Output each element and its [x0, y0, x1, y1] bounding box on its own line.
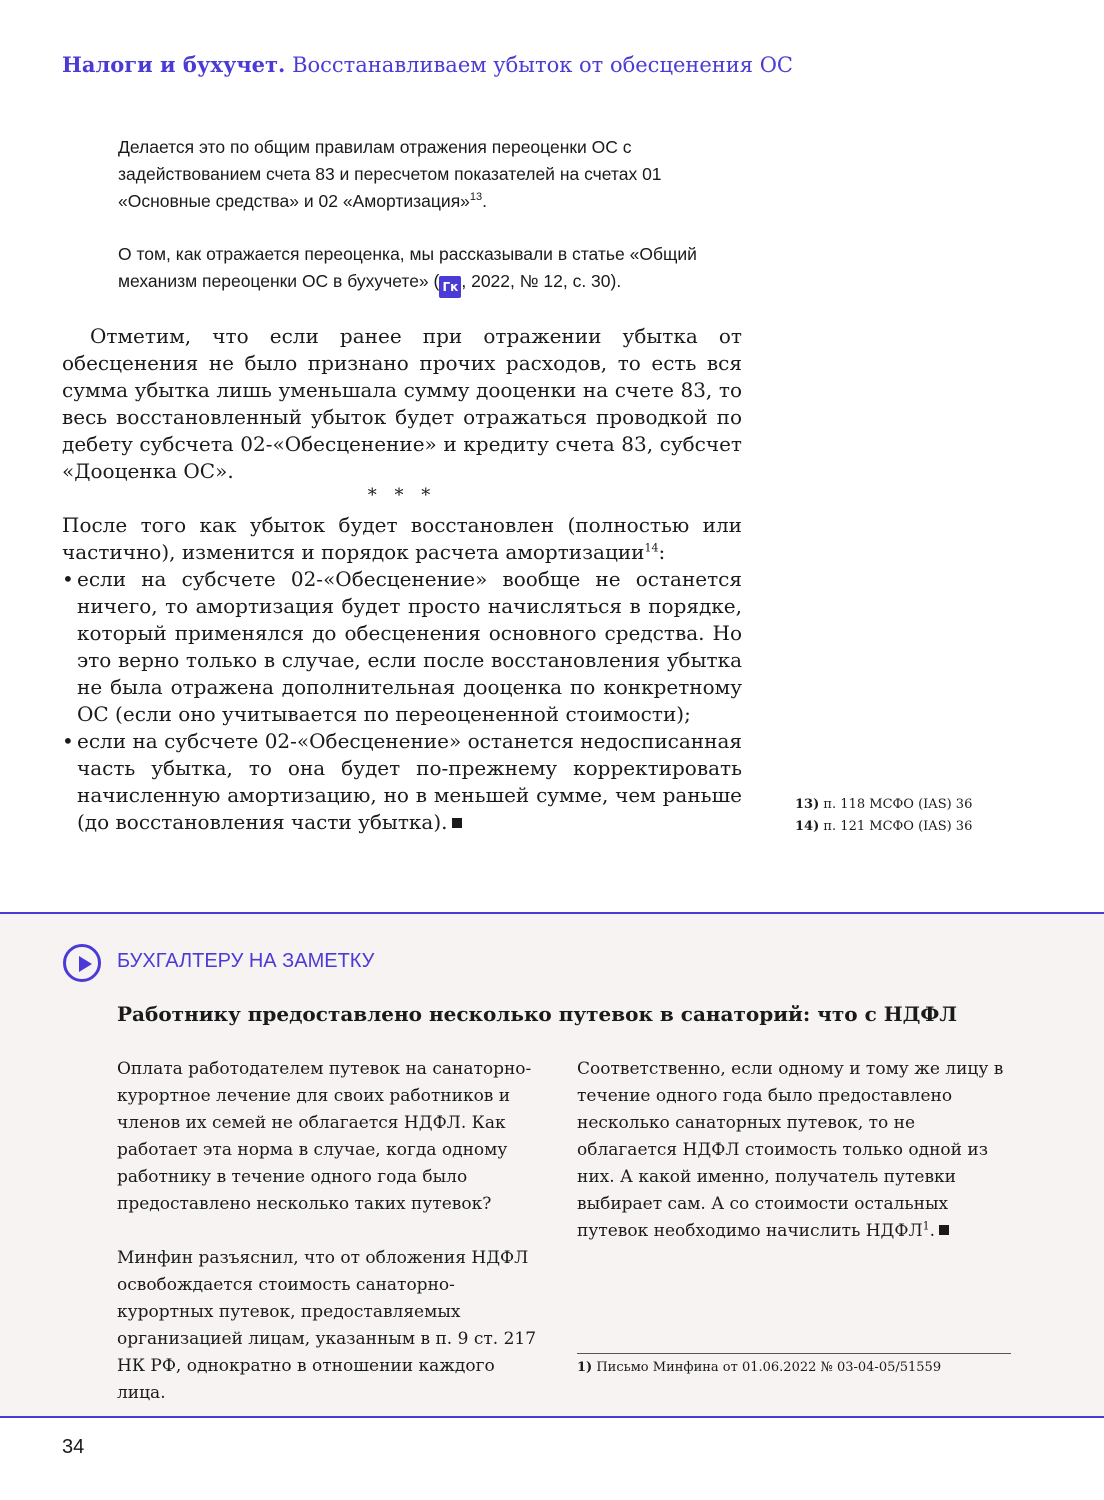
- sidebar-footnote: 1) Письмо Минфина от 01.06.2022 № 03-04-05/51559: [577, 1360, 942, 1375]
- list-item: • если на субсчете 02-«Обесценение» останется недосписанная часть убытка, то она будет по-прежнему корректировать начисленную амортизацию, но в меньшей сумме, чем раньше (до восстановления части убытка).: [62, 728, 742, 836]
- footnotes: [795, 794, 972, 838]
- gk-logo-icon: Гк: [439, 276, 461, 298]
- bullet-list: [62, 566, 742, 836]
- body-text: Отметим, что если ранее при отражении убытка от обесценения не было признано прочих расходов, то есть вся сумма убытка лишь уменьшала сумму дооценки на счете 83, то весь восстановленный убыток будет отражаться проводкой по дебету субсчета 02-«Обесценение» и кредиту счета 83, субсчет «Дооценка ОС».: [62, 324, 742, 483]
- sidebar-left-column: [117, 1056, 537, 1407]
- note-box: [118, 134, 758, 298]
- note-text: Делается это по общим правилам отражения переоценки ОС с задействованием счета 83 и пересчетом показателей на счетах 01 «Основные средства» и 02 «Амортизация»: [118, 137, 662, 211]
- play-icon: [63, 944, 101, 982]
- note-paragraph: Делается это по общим правилам отражения переоценки ОС с задействованием счета 83 и пересчетом показателей на счетах 01 «Основные средства» и 02 «Амортизация»$^{13}$.: [118, 137, 662, 211]
- footnote-ref[interactable]: 14: [644, 541, 659, 555]
- note-paragraph: [118, 241, 758, 298]
- note-text: О том, как отражается переоценка, мы рассказывали в статье «Общий механизм переоценки ОС в бухучете» (: [118, 244, 697, 291]
- running-head: [62, 52, 793, 77]
- end-mark-icon: [939, 1225, 949, 1235]
- sidebar-label: БУХГАЛТЕРУ НА ЗАМЕТКУ: [117, 950, 375, 972]
- sidebar-text: Оплата работодателем путевок на санаторно-курортное лечение для своих работников и членов их семей не облагается НДФЛ. Как работает эта норма в случае, когда одному работнику в течение одного года было предоставлено несколько таких путевок?: [117, 1059, 532, 1214]
- article-title: Восстанавливаем убыток от обесценения ОС: [292, 53, 793, 77]
- footnote-divider: [577, 1353, 1011, 1354]
- footnote: 14) п. 121 МСФО (IAS) 36: [795, 819, 973, 834]
- note-text: , 2022, № 12, с. 30).: [461, 271, 622, 291]
- sidebar-box: [0, 912, 1104, 1418]
- section-separator: * * *: [367, 485, 437, 506]
- sidebar-text: Минфин разъяснил, что от обложения НДФЛ освобождается стоимость санаторно-курортных путевок, предоставляемых организацией лицам, указанным в п. 9 ст. 217 НК РФ, однократно в отношении каждого лица.: [117, 1248, 537, 1403]
- sidebar-text: Соответственно, если одному и тому же лицу в течение одного года было предоставлено несколько санаторных путевок, то не облагается НДФЛ стоимость только одной из них. А какой именно, получатель путевки выбирает сам. А со стоимости остальных путевок необходимо начислить НДФЛ$^1$.: [577, 1059, 1004, 1241]
- body-text: После того как убыток будет восстановлен (полностью или частично), изменится и порядок расчета амортизации$^{14}$:: [62, 513, 742, 564]
- footnote-ref[interactable]: 13: [469, 191, 483, 204]
- section-title: Налоги и бухучет.: [62, 52, 286, 77]
- end-mark-icon: [452, 818, 462, 828]
- sidebar-title: Работнику предоставлено несколько путевок в санаторий: что с НДФЛ: [117, 1002, 958, 1026]
- list-item: • если на субсчете 02-«Обесценение» вообще не останется ничего, то амортизация будет просто начисляться в порядке, который применялся до обесценения основного средства. Но это верно только в случае, если после восстановления убытка не была отражена дополнительная дооценка по конкретному ОС (если оно учитывается по переоцененной стоимости);: [62, 566, 742, 728]
- sidebar-right-column: [577, 1056, 1007, 1245]
- footnote: 13) п. 118 МСФО (IAS) 36: [795, 797, 973, 812]
- body-paragraph-1: [62, 323, 742, 485]
- body-paragraph-2: [62, 512, 742, 836]
- footnote-ref[interactable]: 1: [922, 1219, 930, 1233]
- page-number: 34: [62, 1436, 85, 1458]
